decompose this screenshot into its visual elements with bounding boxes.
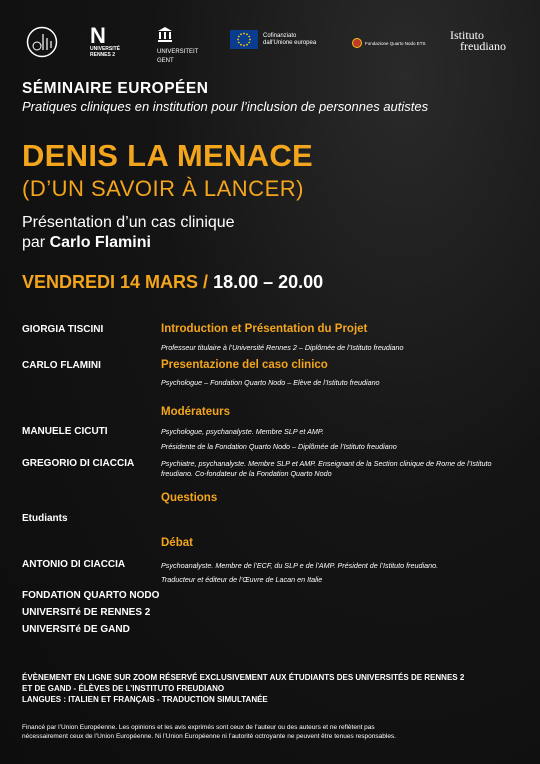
par-word: par [22, 234, 46, 251]
funding-line1: Financé par l’Union Européenne. Les opinions et les avis exprimés sont ceux de l’auteur ou des auteurs et ne reflètent pas [22, 724, 375, 731]
quarto-nodo-icon [352, 38, 362, 48]
istituto-freudiano-logo [450, 30, 506, 52]
event-notice [22, 672, 522, 705]
questions-etudiants: Etudiants [22, 513, 68, 524]
eu-cofunding-logo [230, 30, 316, 49]
seminar-label: SÉMINAIRE EUROPÉEN [22, 80, 209, 97]
moderator-manuele: MANUELE CICUTI [22, 426, 108, 437]
carlo-desc: Psychologue – Fondation Quarto Nodo – Elève de l’Istituto freudiano [161, 378, 380, 387]
logo-bar [22, 23, 520, 64]
event-time: 18.00 – 20.00 [213, 272, 324, 292]
speaker-giorgia: GIORGIA TISCINI [22, 324, 104, 335]
organizer-gand: UNIVERSITé DE GAND [22, 624, 130, 635]
organizer-list [22, 587, 159, 638]
rennes-mark: N [90, 23, 104, 48]
notice-line1: ÉVÈNEMENT EN LIGNE SUR ZOOM RÉSERVÉ EXCLUSIVEMENT AUX ÉTUDIANTS DES UNIVERSITÉS DE RENNES 2 [22, 673, 465, 682]
manuele-desc1: Psychologue, psychanalyste. Membre SLP et AMP. [161, 427, 324, 436]
moderator-gregorio: GREGORIO DI CIACCIA [22, 458, 135, 469]
seminar-subtitle: Pratiques cliniques en institution pour l’inclusion de personnes autistes [22, 99, 429, 114]
gent-text-line1: UNIVERSITEIT [157, 49, 199, 55]
freudiano-line1: Istituto [450, 28, 485, 42]
funding-disclaimer [22, 723, 522, 741]
eu-text-line1: Cofinanziato [263, 32, 297, 39]
antonio-desc1: Psychoanalyste. Membre de l’ECF, du SLP e de l’AMP. Président de l’Istituto freudiano. [161, 561, 439, 570]
temple-icon [157, 26, 173, 42]
giorgia-desc: Professeur titulaire à l’Université Rennes 2 – Diplômée de l’Istituto freudiano [161, 343, 404, 352]
section-intro: Introduction et Présentation du Projet [161, 323, 368, 335]
eu-text-line2: dall'Unione europea [263, 39, 317, 46]
freudiano-line2: freudiano [460, 39, 506, 53]
section-debat: Débat [161, 537, 193, 549]
funding-line2: nécessairement ceux de l’Union Européenne. Ni l’Union Européenne ni l’autorité octroyante ne peuvent être tenues responsables. [22, 733, 396, 740]
event-title-sub: (D’UN SAVOIR À LANCER) [22, 176, 304, 201]
organizer-rennes: UNIVERSITé DE RENNES 2 [22, 607, 151, 618]
speaker-carlo: CARLO FLAMINI [22, 360, 101, 371]
presenter-line [22, 234, 151, 252]
event-datetime [22, 272, 323, 293]
antonio-desc2: Traducteur et éditeur de l’Œuvre de Lacan en Italie [161, 575, 323, 584]
section-questions: Questions [161, 492, 218, 504]
seminar-circle-logo [26, 26, 58, 58]
rennes-text-line1: UNIVERSITÉ [90, 46, 121, 52]
section-moderateurs: Modérateurs [161, 406, 231, 418]
event-title: DENIS LA MENACE [22, 138, 313, 173]
speaker-antonio: ANTONIO DI CIACCIA [22, 559, 126, 570]
presenter-name: Carlo Flamini [49, 234, 151, 251]
section-presentazione: Presentazione del caso clinico [161, 359, 328, 371]
eu-flag-icon [230, 30, 258, 49]
event-date: VENDREDI 14 MARS / [22, 272, 209, 292]
universiteit-gent-logo [157, 26, 198, 65]
quarto-nodo-logo [352, 38, 426, 48]
organizer-quarto-nodo: FONDATION QUARTO NODO [22, 590, 160, 601]
gregorio-desc: Psychiatre, psychanalyste. Membre SLP et AMP. Enseignant de la Section clinique de Rome de l’Istituto freudiano. Co-fondateur de la Fondation Quarto Nodo [161, 459, 492, 478]
universite-rennes2-logo [90, 23, 121, 58]
presentation-line: Présentation d’un cas clinique [22, 214, 235, 231]
rennes-text-line2: RENNES 2 [90, 52, 116, 58]
gent-text-line2: GENT [157, 58, 174, 64]
notice-line3: LANGUES : ITALIEN ET FRANÇAIS - TRADUCTION SIMULTANÉE [22, 695, 268, 704]
notice-line2: ET DE GAND - ÉLÈVES DE L’INSTITUTO FREUDIANO [22, 684, 225, 693]
manuele-desc2: Présidente de la Fondation Quarto Nodo – Diplômée de l’Istituto freudiano [161, 442, 397, 451]
quarto-nodo-text: Fondazione Quarto Nodo ETS [365, 40, 426, 46]
